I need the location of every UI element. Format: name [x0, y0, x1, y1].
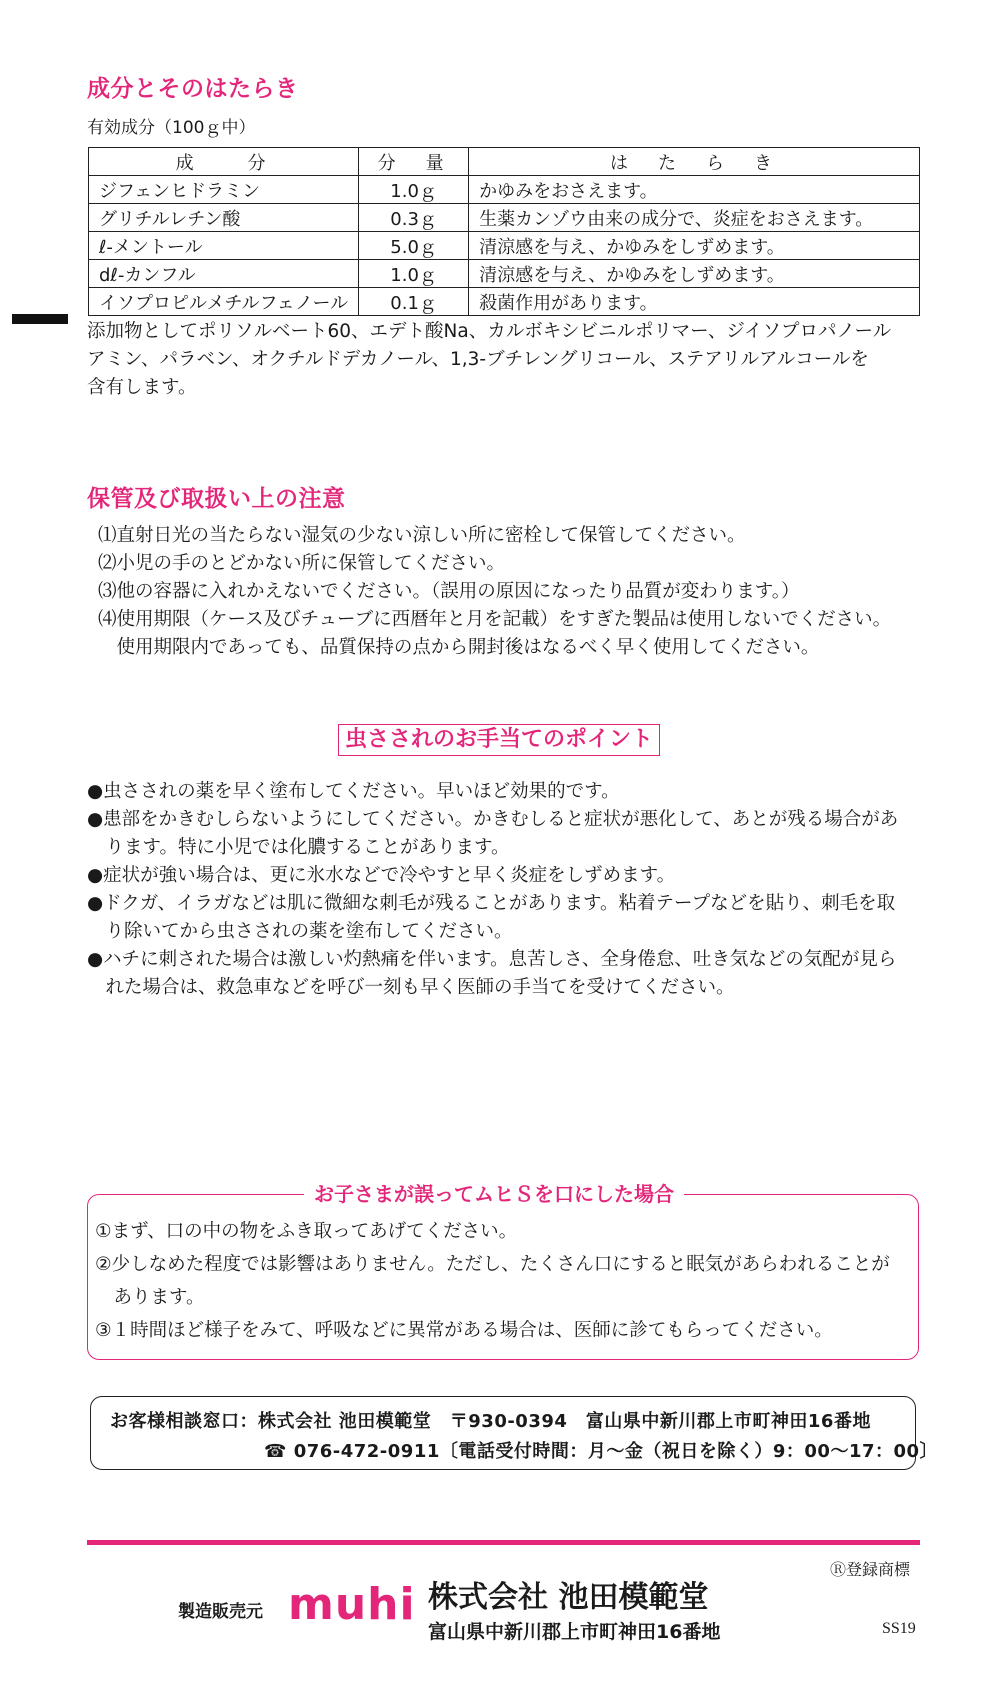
- list-item: ②少しなめた程度では影響はありません。ただし、たくさん口にすると眠気があらわれることが: [95, 1254, 890, 1275]
- side-marker-bar: [12, 314, 68, 324]
- additives-text: [87, 318, 891, 402]
- footer-divider: [87, 1540, 920, 1545]
- table-row: [89, 288, 920, 316]
- ingredient-amount: 1.0ｇ: [359, 260, 469, 288]
- trademark-note: Ⓡ登録商標: [830, 1560, 911, 1579]
- ingredients-heading: 成分とそのはたらき: [87, 76, 299, 102]
- list-item: ⑴直射日光の当たらない湿気の少ない涼しい所に密栓して保管してください。: [98, 525, 746, 546]
- ingredient-function: かゆみをおさえます。: [469, 176, 920, 204]
- ingredient-name: イソプロピルメチルフェノール: [89, 288, 359, 316]
- list-item: れた場合は、救急車などを呼び一刻も早く医師の手当てを受けてください。: [87, 977, 735, 998]
- list-item: ⑵小児の手のとどかない所に保管してください。: [98, 553, 506, 574]
- list-item: ①まず、口の中の物をふき取ってあげてください。: [95, 1221, 518, 1242]
- additives-line: アミン、パラベン、オクチルドデカノール、1,3-ブチレングリコール、ステアリルアルコールを: [87, 349, 869, 370]
- list-item: ⑷使用期限（ケース及びチューブに西暦年と月を記載）をすぎた製品は使用しないでください。: [98, 609, 892, 630]
- column-header-function: は た ら き: [469, 148, 920, 176]
- list-item: あります。: [95, 1287, 205, 1308]
- ingredient-amount: 0.1ｇ: [359, 288, 469, 316]
- list-item: ⑶他の容器に入れかえないでください。（誤用の原因になったり品質が変わります。）: [98, 581, 800, 602]
- list-item: ります。特に小児では化膿することがあります。: [87, 837, 510, 858]
- column-header-name: 成 分: [89, 148, 359, 176]
- table-row: [89, 204, 920, 232]
- table-row: [89, 176, 920, 204]
- storage-heading: 保管及び取扱い上の注意: [87, 486, 346, 512]
- list-item: 使用期限内であっても、品質保持の点から開封後はなるべく早く使用してください。: [98, 637, 820, 658]
- points-list: [87, 778, 898, 1002]
- contact-phone: ☎ 076-472-0911〔電話受付時間：月～金（祝日を除く）9：00～17：00〕: [264, 1441, 939, 1462]
- list-item: ③１時間ほど様子をみて、呼吸などに異常がある場合は、医師に診てもらってください。: [95, 1320, 833, 1341]
- list-item: り除いてから虫さされの薬を塗布してください。: [87, 921, 513, 942]
- additives-line: 添加物としてポリソルベート60、エデト酸Na、カルボキシビニルポリマー、ジイソプロパノール: [87, 321, 892, 342]
- ingredient-name: dℓ-カンフル: [89, 260, 359, 288]
- company-name: 株式会社 池田模範堂: [428, 1580, 709, 1615]
- ingredient-amount: 5.0ｇ: [359, 232, 469, 260]
- document-code: SS19: [882, 1620, 916, 1637]
- ingredients-subheading: 有効成分（100ｇ中）: [87, 118, 256, 138]
- list-item: ●ハチに刺された場合は激しい灼熱痛を伴います。息苦しさ、全身倦怠、吐き気などの気配が見ら: [87, 949, 897, 970]
- ingredient-function: 清涼感を与え、かゆみをしずめます。: [469, 260, 920, 288]
- company-address: 富山県中新川郡上市町神田16番地: [428, 1621, 721, 1643]
- table-row: [89, 260, 920, 288]
- points-heading: 虫さされのお手当てのポイント: [338, 724, 660, 756]
- column-header-amount: 分 量: [359, 148, 469, 176]
- ingredient-amount: 1.0ｇ: [359, 176, 469, 204]
- ingredient-function: 生薬カンゾウ由来の成分で、炎症をおさえます。: [469, 204, 920, 232]
- ingredient-function: 清涼感を与え、かゆみをしずめます。: [469, 232, 920, 260]
- ingredient-name: ℓ-メントール: [89, 232, 359, 260]
- contact-address: お客様相談窓口：株式会社 池田模範堂 〒930-0394 富山県中新川郡上市町神田16番地: [110, 1411, 871, 1432]
- list-item: ●患部をかきむしらないようにしてください。かきむしると症状が悪化して、あとが残る場合があ: [87, 809, 899, 830]
- maker-label: 製造販売元: [178, 1602, 263, 1622]
- ingredient-name: グリチルレチン酸: [89, 204, 359, 232]
- list-item: ●症状が強い場合は、更に氷水などで冷やすと早く炎症をしずめます。: [87, 865, 676, 886]
- list-item: ●ドクガ、イラガなどは肌に微細な刺毛が残ることがあります。粘着テープなどを貼り、刺毛を取: [87, 893, 896, 914]
- storage-list: [98, 522, 891, 662]
- child-ingestion-heading: お子さまが誤ってムヒＳを口にした場合: [304, 1180, 684, 1208]
- list-item: ●虫さされの薬を早く塗布してください。早いほど効果的です。: [87, 781, 620, 802]
- ingredient-name: ジフェンヒドラミン: [89, 176, 359, 204]
- child-ingestion-list: [95, 1215, 890, 1347]
- table-row: [89, 232, 920, 260]
- muhi-logo: muhi: [288, 1579, 416, 1630]
- ingredient-table: [88, 147, 920, 316]
- table-header-row: [89, 148, 920, 176]
- ingredient-amount: 0.3ｇ: [359, 204, 469, 232]
- ingredient-function: 殺菌作用があります。: [469, 288, 920, 316]
- additives-line: 含有します。: [87, 377, 197, 398]
